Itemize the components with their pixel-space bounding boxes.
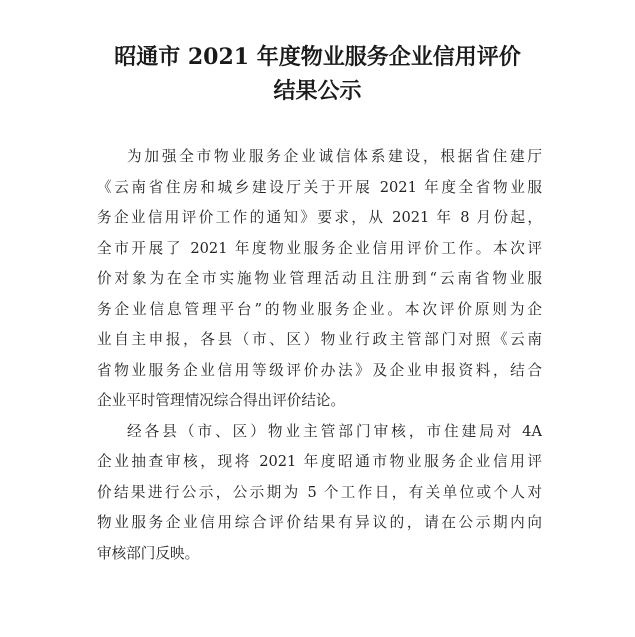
paragraph-line: 企业抽查审核，现将 2021 年度昭通市物业服务企业信用评	[97, 453, 542, 470]
paragraph-line: 全市开展了 2021 年度物业服务企业信用评价工作。本次评	[97, 239, 542, 257]
document-body	[97, 142, 542, 569]
paragraph-line: 经各县（市、区）物业主管部门审核，市住建局对 4A	[127, 422, 542, 440]
paragraph-line: 务企业信息管理平台”的物业服务企业。本次评价原则为企	[97, 300, 542, 318]
paragraph-line: 审核部门反映。	[97, 544, 200, 562]
paragraph-line: 为加强全市物业服务企业诚信体系建设，根据省住建厅	[127, 148, 542, 165]
paragraph-line: 《云南省住房和城乡建设厅关于开展 2021 年度全省物业服	[97, 178, 542, 196]
paragraph-line: 价结果进行公示，公示期为 5 个工作日，有关单位或个人对	[97, 483, 542, 501]
paragraph-line: 省物业服务企业信用等级评价办法》及企业申报资料，结合	[97, 361, 542, 379]
paragraph-line: 企业平时管理情况综合得出评价结论。	[97, 392, 346, 409]
paragraph-1	[97, 142, 542, 417]
paragraph-line: 物业服务企业信用综合评价结果有异议的，请在公示期内向	[97, 514, 542, 531]
paragraph-line: 业自主申报，各县（市、区）物业行政主管部门对照《云南	[97, 331, 542, 348]
paragraph-line: 务企业信用评价工作的通知》要求，从 2021 年 8 月份起，	[97, 209, 542, 226]
document-title-line-1: 昭通市 2021 年度物业服务企业信用评价	[114, 44, 521, 70]
paragraph-2	[97, 417, 542, 570]
document-title-line-2: 结果公示	[273, 78, 362, 104]
paragraph-line: 价对象为在全市实施物业管理活动且注册到“云南省物业服	[97, 270, 542, 287]
